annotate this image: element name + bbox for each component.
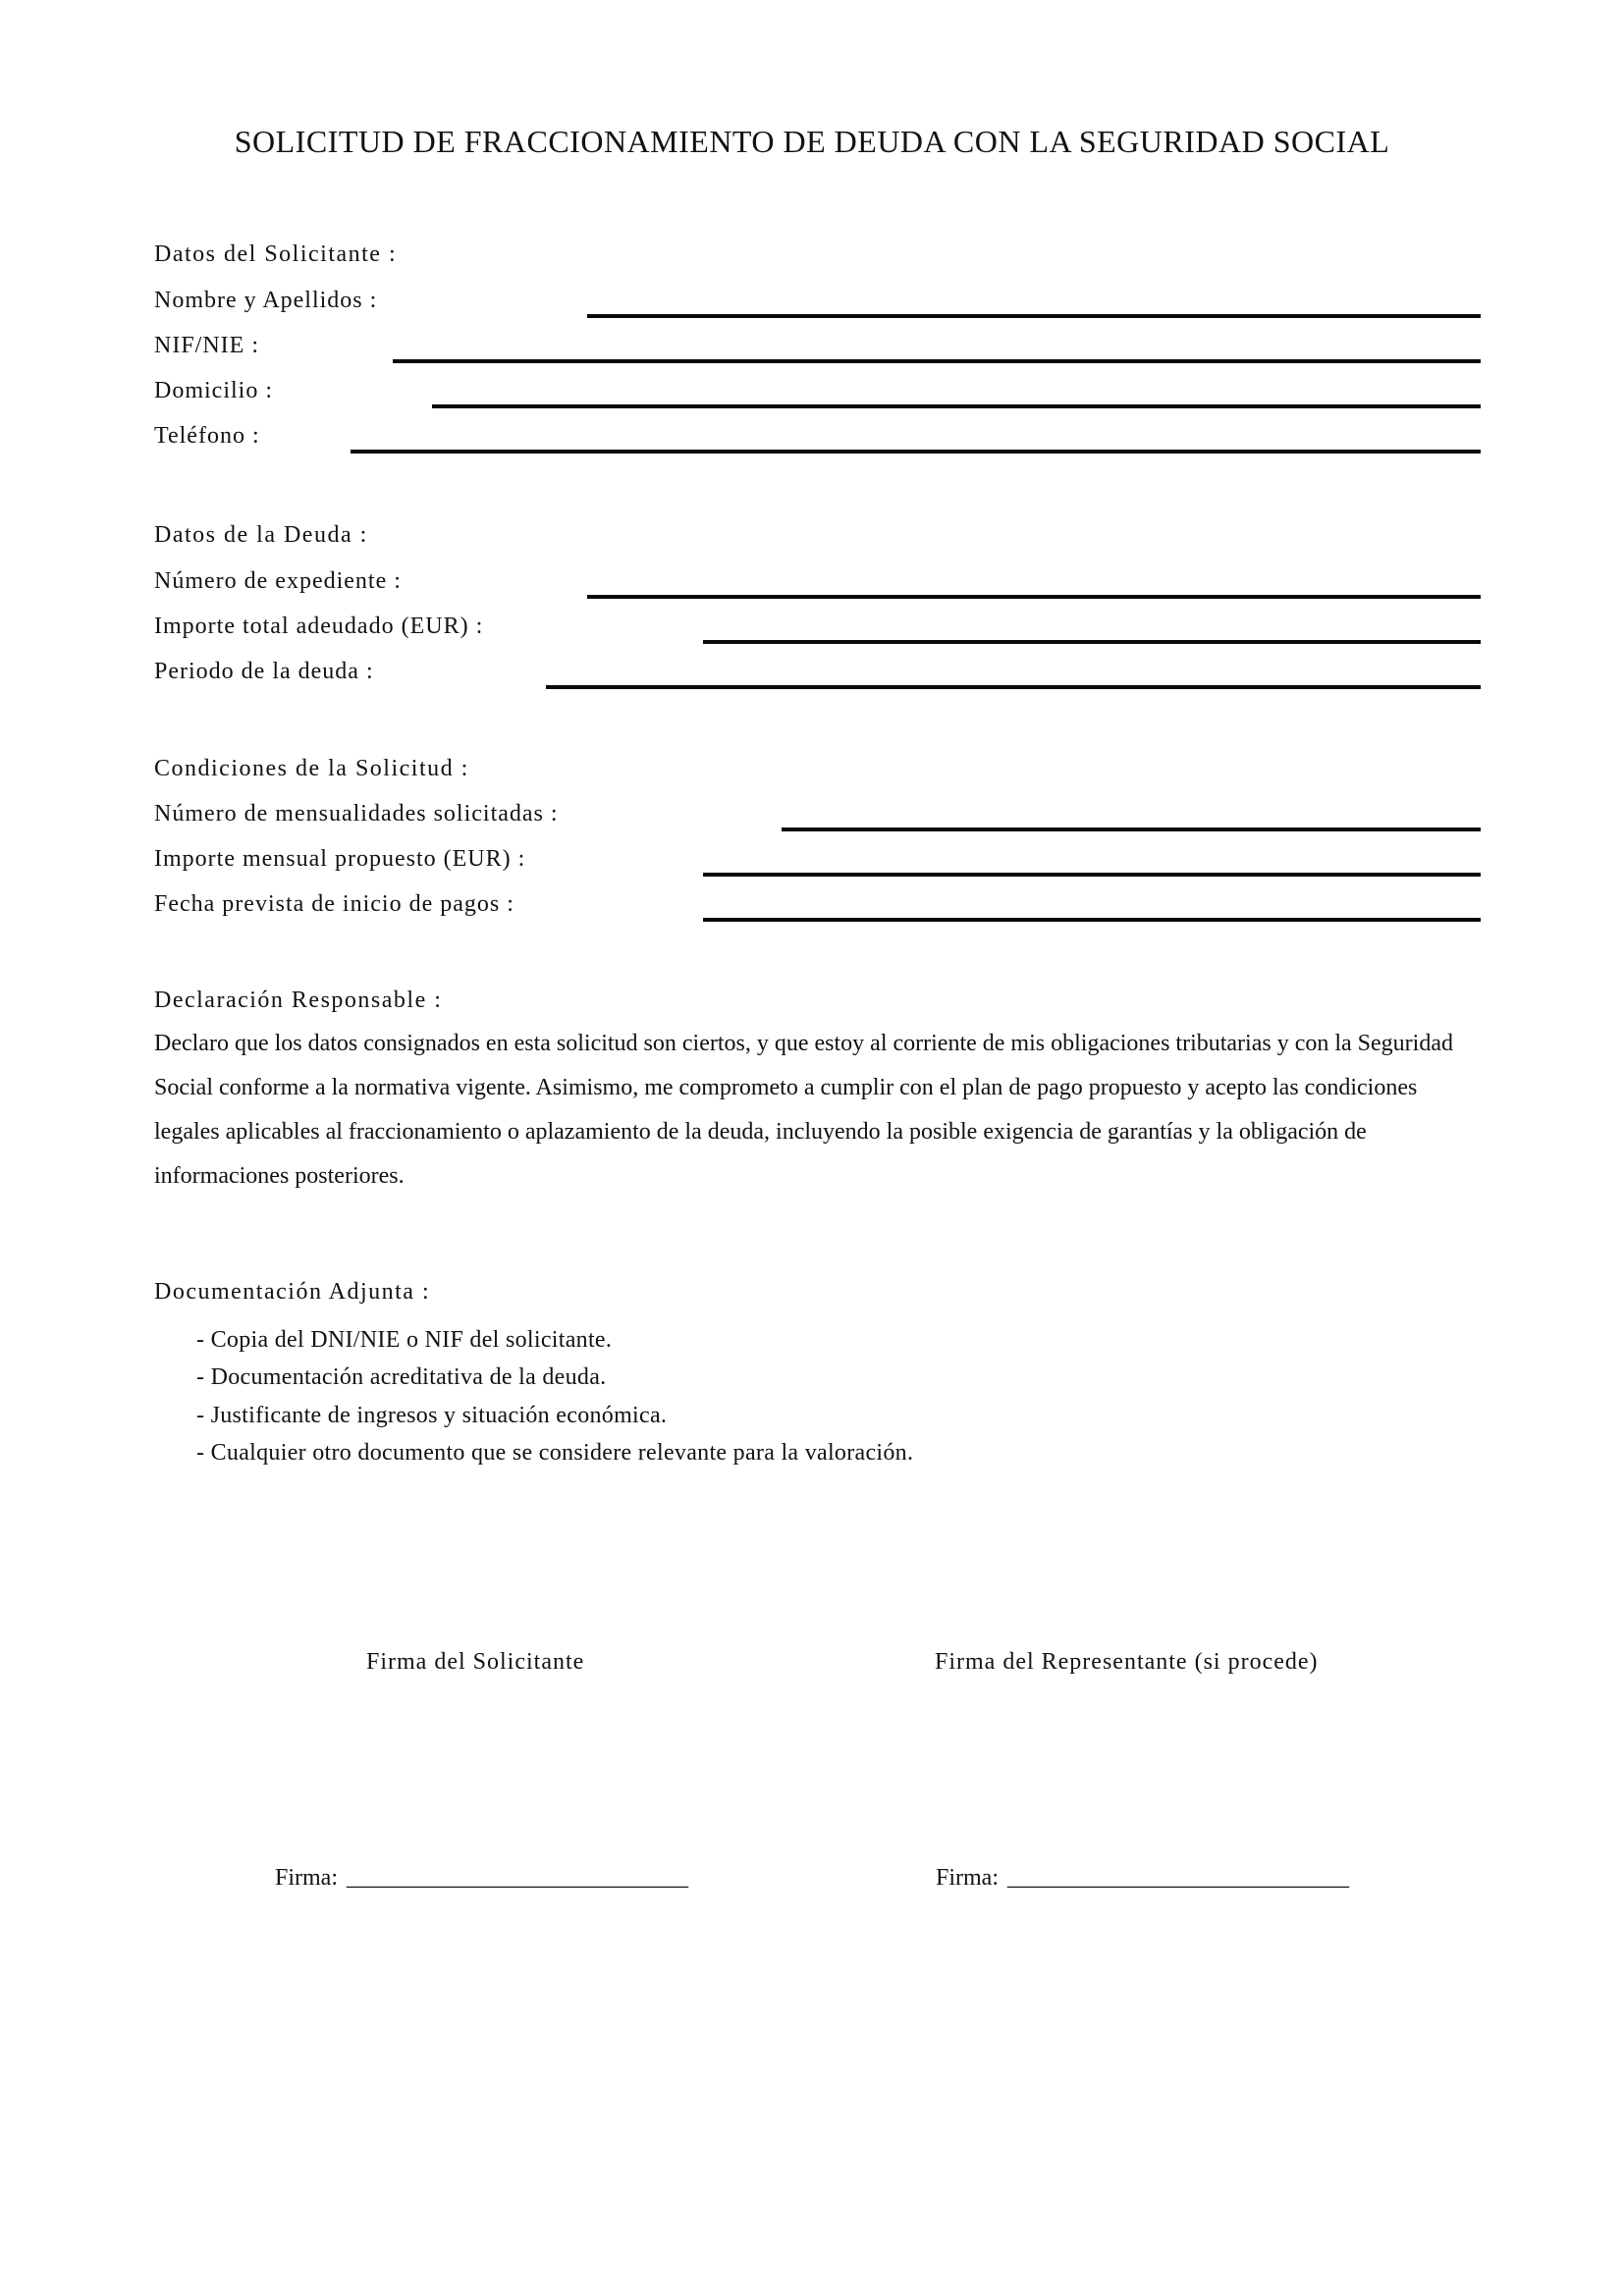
attachment-item-ingresos: - Justificante de ingresos y situación económica. [196,1403,668,1428]
field-line-importe-mensual[interactable] [703,873,1481,877]
field-label-importe-total: Importe total adeudado (EUR) : [154,614,484,639]
signature-block-applicant [275,1865,688,1892]
declaration-text: Declaro que los datos consignados en esta solicitud son ciertos, y que estoy al corriente de mis obligaciones tributarias y con la Seguridad Social conforme a la normativa vigente. Asimismo, me comprometo a cumplir con el plan de pago propuesto y acepto las condiciones legales aplicables al fraccionamiento o aplazamiento de la deuda, incluyendo la posible exigencia de garantías y la obligación de informaciones posteriores. [154,1031,1453,1189]
field-line-nif-nie[interactable] [393,359,1481,363]
section-heading-applicant: Datos del Solicitante : [154,241,398,267]
field-line-nombre-apellidos[interactable] [587,314,1481,318]
field-line-domicilio[interactable] [432,404,1481,408]
field-label-mensualidades: Número de mensualidades solicitadas : [154,801,559,827]
field-line-fecha-inicio-pagos[interactable] [703,918,1481,922]
field-label-fecha-inicio-pagos: Fecha prevista de inicio de pagos : [154,891,514,917]
field-line-importe-total[interactable] [703,640,1481,644]
section-heading-attachments: Documentación Adjunta : [154,1279,431,1305]
field-line-numero-expediente[interactable] [587,595,1481,599]
field-label-telefono: Teléfono : [154,423,260,449]
field-line-mensualidades[interactable] [782,828,1481,831]
section-heading-debt: Datos de la Deuda : [154,522,368,548]
section-heading-conditions: Condiciones de la Solicitud : [154,756,469,781]
page-title: SOLICITUD DE FRACCIONAMIENTO DE DEUDA CON LA SEGURIDAD SOCIAL [234,124,1390,159]
signature-heading-representative: Firma del Representante (si procede) [935,1649,1319,1675]
section-heading-declaration: Declaración Responsable : [154,988,443,1013]
attachment-item-otros: - Cualquier otro documento que se considere relevante para la valoración. [196,1440,914,1466]
signature-heading-applicant: Firma del Solicitante [366,1649,585,1675]
signature-line-applicant[interactable]: _____________________________ [347,1865,688,1891]
field-label-periodo-deuda: Periodo de la deuda : [154,659,374,684]
signature-line-representative[interactable]: _____________________________ [1007,1865,1349,1891]
field-label-importe-mensual: Importe mensual propuesto (EUR) : [154,846,526,872]
field-label-nombre-apellidos: Nombre y Apellidos : [154,288,378,313]
signature-block-representative [936,1865,1349,1892]
field-line-periodo-deuda[interactable] [546,685,1481,689]
signature-label-representative: Firma: [936,1865,999,1891]
attachment-item-deuda: - Documentación acreditativa de la deuda. [196,1364,607,1390]
field-label-domicilio: Domicilio : [154,378,273,403]
field-label-numero-expediente: Número de expediente : [154,568,402,594]
attachment-item-dni: - Copia del DNI/NIE o NIF del solicitante. [196,1327,613,1353]
field-label-nif-nie: NIF/NIE : [154,333,259,358]
field-line-telefono[interactable] [351,450,1481,454]
signature-label-applicant: Firma: [275,1865,338,1891]
